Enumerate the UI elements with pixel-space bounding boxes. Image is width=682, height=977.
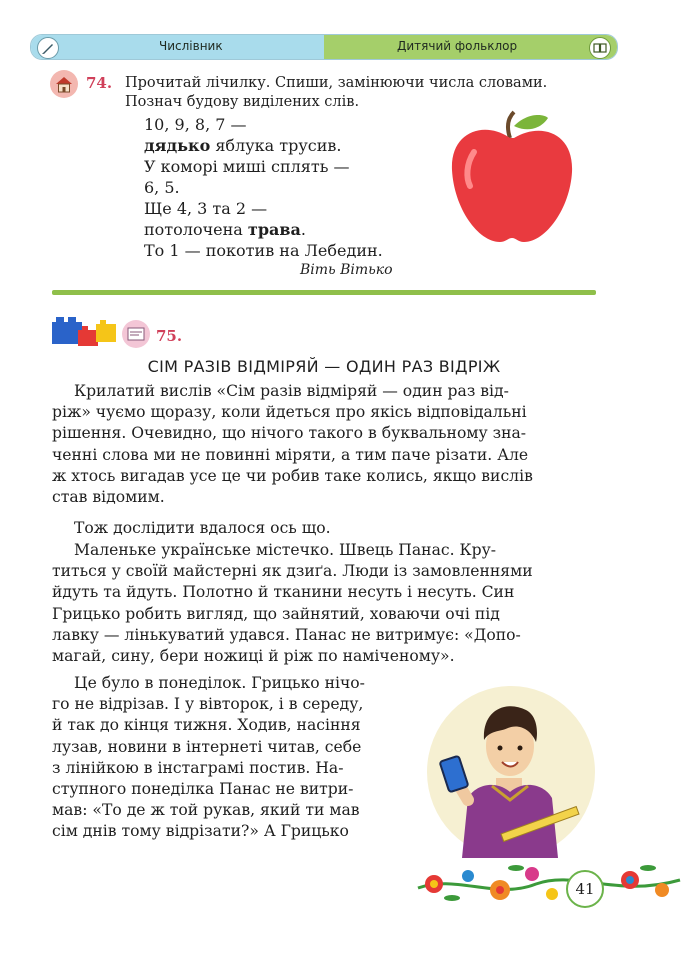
- text-line: рішення. Очевидно, що нічого такого в буквальному зна-: [52, 424, 527, 443]
- text-line: ченні слова ми не повинні міряти, а тим паче різати. Але: [52, 445, 529, 464]
- boy-with-phone-illustration: [426, 680, 596, 858]
- text-line: й так до кінця тижня. Ходив, насіння: [52, 716, 361, 735]
- paragraph-4: [52, 673, 416, 843]
- text-line: Маленьке українське містечко. Швець Панас. Кру-: [74, 541, 497, 559]
- folk-ornament: [416, 854, 682, 914]
- text-line: Це було в понеділок. Грицько нічо-: [74, 674, 365, 692]
- counting-rhyme: [144, 114, 383, 261]
- text-line: Крилатий вислів «Сім разів відміряй — один раз від-: [74, 382, 509, 400]
- blocks-icon: [50, 314, 120, 348]
- header-topic-title: Дитячий фольклор: [397, 39, 518, 53]
- paragraph-3: [52, 540, 596, 667]
- text-line: магай, сину, бери ножиці й ріж по наміченому».: [52, 647, 455, 666]
- home-task-icon: [50, 70, 78, 98]
- poem-line: То 1 — покотив на Лебедин.: [144, 241, 383, 260]
- text-line: ж хтось вигадав усе це чи робив таке колись, якщо вислів: [52, 466, 533, 485]
- section-divider: [52, 290, 596, 295]
- exercise-74-task: [125, 74, 547, 112]
- header-section-title: Числівник: [159, 39, 223, 53]
- page-header: [30, 34, 618, 60]
- poem-line: дядько яблука трусив.: [144, 136, 342, 155]
- paragraph-2: Тож дослідити вдалося ось що.: [74, 519, 331, 537]
- apple-illustration: [444, 108, 580, 248]
- page-number: 41: [566, 870, 604, 908]
- exercise-75-number: 75.: [156, 327, 183, 345]
- task-line: Познач будову виділених слів.: [125, 94, 360, 110]
- text-line: титься у своїй майстерні як дзиґа. Люди із замовленнями: [52, 562, 533, 581]
- text-line: сім днів тому відрізати?» А Грицько: [52, 822, 349, 841]
- text-title: СІМ РАЗІВ ВІДМІРЯЙ — ОДИН РАЗ ВІДРІЖ: [147, 357, 501, 376]
- poem-author: Віть Вітько: [300, 262, 393, 278]
- poem-line: потолочена трава.: [144, 220, 306, 239]
- text-line: мав: «То де ж той рукав, який ти мав: [52, 801, 360, 820]
- text-line: з лінійкою в інстаграмі постив. На-: [52, 758, 344, 777]
- paragraph-1: [52, 381, 596, 508]
- text-line: ріж» чуємо щоразу, коли йдеться про якісь відповідальні: [52, 403, 527, 422]
- text-line: лавку — лінькуватий удався. Панас не витримує: «Допо-: [52, 625, 521, 644]
- text-line: став відомим.: [52, 488, 165, 507]
- poem-line: 10, 9, 8, 7 —: [144, 115, 247, 134]
- research-task-icon: [122, 320, 150, 348]
- text-line: йдуть та йдуть. Полотно й тканини несуть і несуть. Син: [52, 583, 515, 602]
- poem-line: 6, 5.: [144, 178, 180, 197]
- text-line: лузав, новини в інтернеті читав, себе: [52, 737, 362, 756]
- poem-line: У коморі миші сплять —: [144, 157, 350, 176]
- book-icon: [589, 37, 611, 59]
- pen-icon: [37, 37, 59, 59]
- text-line: ступного понеділка Панас не витри-: [52, 780, 354, 799]
- poem-line: Ще 4, 3 та 2 —: [144, 199, 268, 218]
- text-line: го не відрізав. І у вівторок, і в середу,: [52, 695, 364, 714]
- exercise-74-number: 74.: [86, 74, 113, 92]
- task-line: Прочитай лічилку. Спиши, замінюючи числа словами.: [125, 75, 548, 91]
- text-line: Грицько робить вигляд, що зайнятий, ховаючи очі під: [52, 604, 500, 623]
